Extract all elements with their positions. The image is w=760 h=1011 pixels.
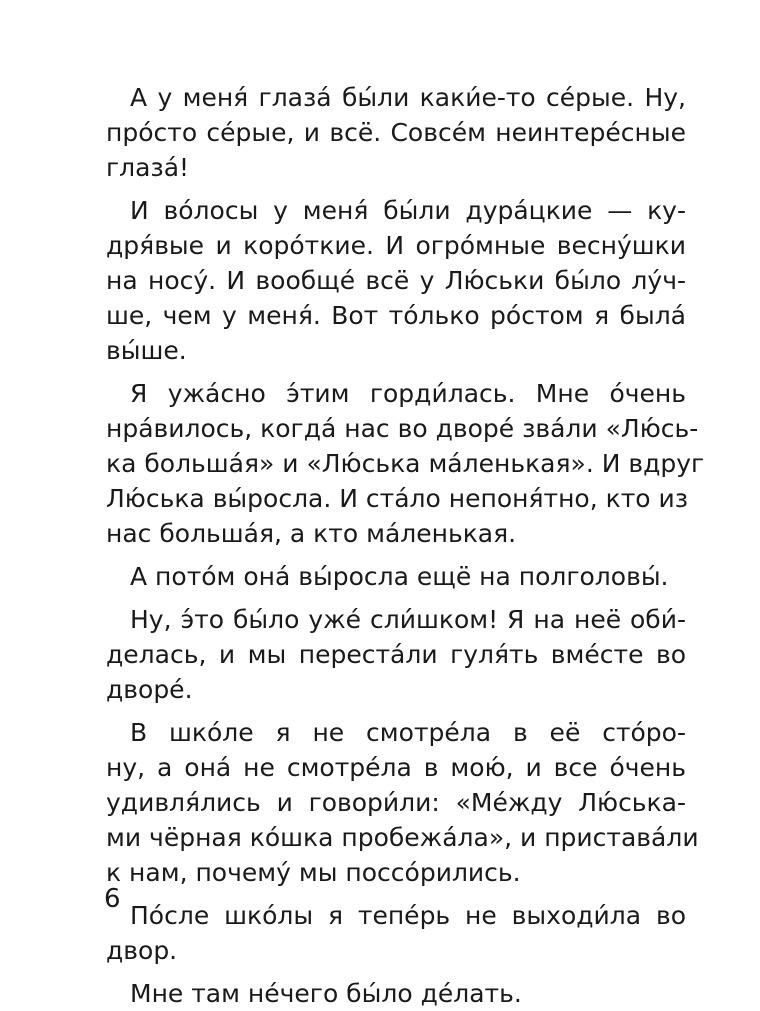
text-line: глаза́! [106,153,190,182]
text-line: вы́ше. [106,336,187,365]
text-line: нра́вилось, когда́ нас во дворе́ зва́ли «Лю́сь- [106,414,699,443]
page-number: 6 [104,884,121,914]
text-line: Мне там не́чего бы́ло де́лать. [130,979,522,1008]
body-text [106,80,705,1011]
text-line: А у меня́ глаза́ бы́ли каки́е-то се́рые. Ну, [130,83,686,112]
text-line: ше, чем у меня́. Вот то́лько ро́стом я была́ [106,301,686,330]
text-line: дря́вые и коро́ткие. И огро́мные весну́шки [106,231,686,260]
text-line: По́сле шко́лы я тепе́рь не выходи́ла во [130,901,686,930]
text-line: про́сто се́рые, и всё. Совсе́м неинтере́сные [106,118,686,147]
text-line: И во́лосы у меня́ бы́ли дура́цкие — ку- [130,196,686,225]
text-line: ми чёрная ко́шка пробежа́ла», и пристава́ли [106,823,699,852]
text-line: на носу́. И вообще́ всё у Лю́ськи бы́ло лу́ч- [106,266,686,295]
text-line: Лю́ська вы́росла. И ста́ло непоня́тно, кто из [106,484,689,513]
text-line: Я ужа́сно э́тим горди́лась. Мне о́чень [130,379,686,408]
text-line: Ну, э́то бы́ло уже́ сли́шком! Я на неё оби́- [130,605,686,634]
text-line: А пото́м она́ вы́росла ещё на полголовы́. [130,562,669,591]
text-line: дворе́. [106,675,193,704]
text-line: ка больша́я» и «Лю́ська ма́ленькая». И вдруг [106,449,705,478]
text-line: нас больша́я, а кто ма́ленькая. [106,519,517,548]
text-line: В шко́ле я не смотре́ла в её сто́ро- [130,718,686,747]
text-line: к нам, почему́ мы поссо́рились. [106,858,521,887]
text-line: ну, а она́ не смотре́ла в мою́, и все о́чень [106,753,686,782]
text-line: удивля́лись и говори́ли: «Ме́жду Лю́ська- [106,788,686,817]
text-line: двор. [106,936,178,965]
text-line: делась, и мы переста́ли гуля́ть вме́сте во [106,640,686,669]
